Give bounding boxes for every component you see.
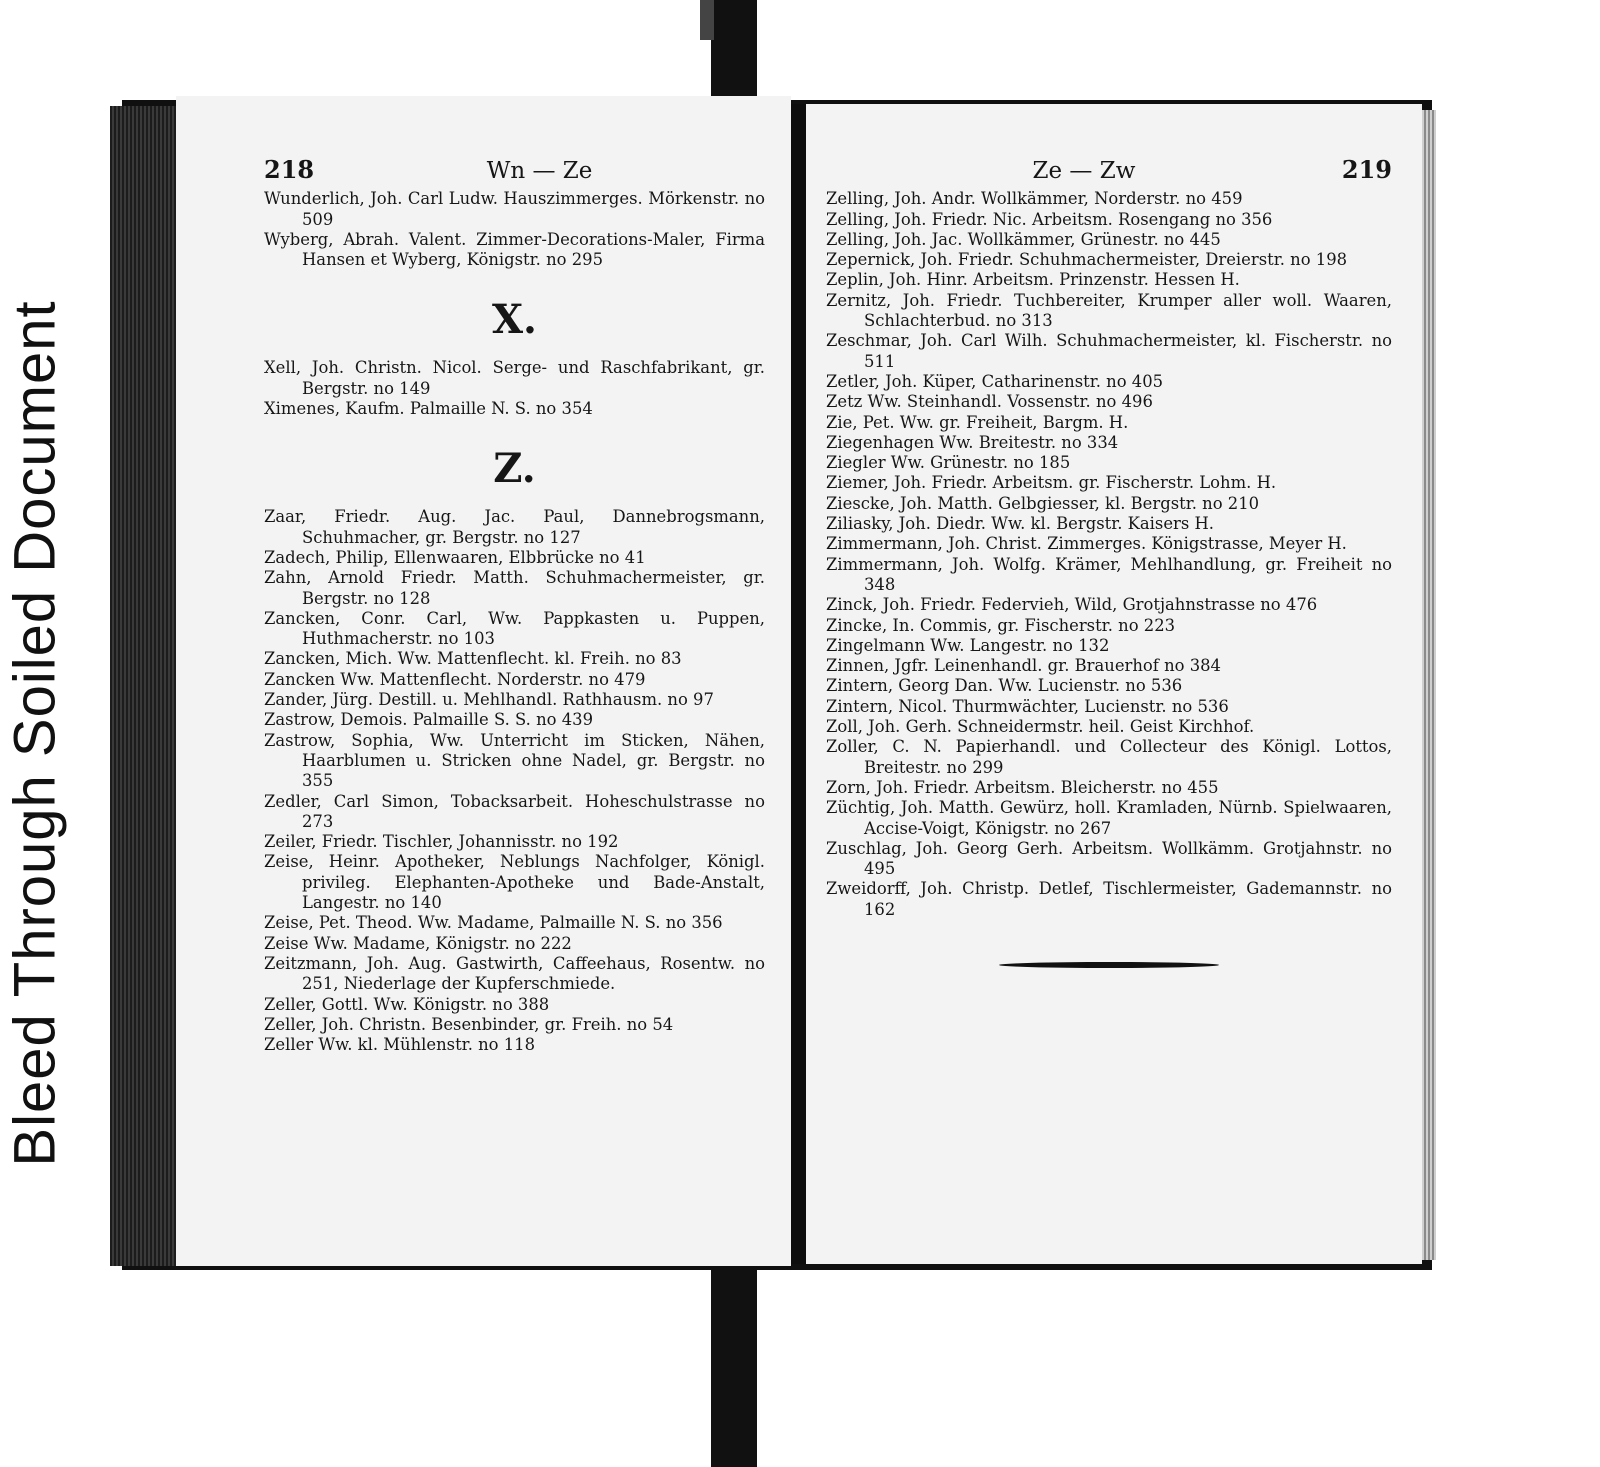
entries-right [826, 189, 1392, 920]
book-spine [791, 104, 806, 1264]
directory-entry: Zeplin, Joh. Hinr. Arbeitsm. Prinzenstr. Hessen H. [826, 270, 1240, 290]
directory-entry: Zeise, Pet. Theod. Ww. Madame, Palmaille N. S. no 356 [264, 913, 723, 933]
directory-entry: Zastrow, Sophia, Ww. Unterricht im Sticken, Nähen, Haarblumen u. Stricken ohne Nadel, gr. Bergstr. no 355 [264, 730, 765, 791]
right-running-head: Ze — Zw [1032, 158, 1136, 184]
end-rule [999, 962, 1219, 968]
directory-entry: Zedler, Carl Simon, Tobacksarbeit. Hoheschulstrasse no 273 [264, 791, 765, 831]
directory-entry: Zeise Ww. Madame, Königstr. no 222 [264, 933, 572, 953]
directory-entry: Ziliasky, Joh. Diedr. Ww. kl. Bergstr. Kaisers H. [826, 514, 1214, 534]
directory-entry: Ziegler Ww. Grünestr. no 185 [826, 453, 1071, 473]
directory-entry: Zelling, Joh. Jac. Wollkämmer, Grünestr. no 445 [826, 229, 1221, 249]
directory-entry: Zeitzmann, Joh. Aug. Gastwirth, Caffeehaus, Rosentw. no 251, Niederlage der Kupferschmiede. [264, 953, 765, 994]
directory-entry: Zelling, Joh. Friedr. Nic. Arbeitsm. Rosengang no 356 [826, 209, 1273, 229]
directory-entry: Zadech, Philip, Ellenwaaren, Elbbrücke no 41 [264, 547, 646, 567]
directory-entry: Ziescke, Joh. Matth. Gelbgiesser, kl. Bergstr. no 210 [826, 493, 1260, 513]
scanner-gutter-tab [700, 0, 714, 40]
directory-entry: Zoller, C. N. Papierhandl. und Collecteur des Königl. Lottos, Breitestr. no 299 [826, 737, 1392, 777]
book-page-edges-right [1422, 110, 1436, 1260]
entries-x [264, 358, 765, 419]
directory-entry: Ziegenhagen Ww. Breitestr. no 334 [826, 432, 1119, 452]
right-page-number: 219 [1341, 155, 1392, 184]
directory-entry: Zincke, In. Commis, gr. Fischerstr. no 223 [826, 615, 1176, 635]
left-page-number: 218 [264, 155, 315, 184]
directory-entry: Zimmermann, Joh. Wolfg. Krämer, Mehlhandlung, gr. Freiheit no 348 [826, 554, 1392, 594]
directory-entry: Züchtig, Joh. Matth. Gewürz, holl. Kramladen, Nürnb. Spielwaaren, Accise-Voigt, Königstr. no 267 [826, 798, 1392, 838]
directory-entry: Zeller, Joh. Christn. Besenbinder, gr. Freih. no 54 [264, 1014, 674, 1034]
directory-entry: Zaar, Friedr. Aug. Jac. Paul, Dannebrogsmann, Schuhmacher, gr. Bergstr. no 127 [264, 507, 765, 547]
section-heading-x: X. [492, 296, 537, 344]
directory-entry: Zuschlag, Joh. Georg Gerh. Arbeitsm. Wollkämm. Grotjahnstr. no 495 [826, 838, 1392, 879]
directory-entry: Zepernick, Joh. Friedr. Schuhmachermeister, Dreierstr. no 198 [826, 250, 1348, 270]
directory-entry: Zorn, Joh. Friedr. Arbeitsm. Bleicherstr. no 455 [826, 777, 1219, 797]
directory-entry: Zimmermann, Joh. Christ. Zimmerges. Königstrasse, Meyer H. [826, 534, 1347, 554]
section-heading-z: Z. [493, 445, 536, 493]
directory-entry: Zahn, Arnold Friedr. Matth. Schuhmachermeister, gr. Bergstr. no 128 [264, 568, 765, 608]
left-page-header [264, 155, 765, 184]
directory-entry: Zander, Jürg. Destill. u. Mehlhandl. Rathhausm. no 97 [264, 690, 714, 710]
directory-entry: Wyberg, Abrah. Valent. Zimmer-Decorations-Maler, Firma Hansen et Wyberg, Königstr. no 295 [264, 229, 765, 270]
entries-z [264, 507, 765, 1055]
directory-entry: Ximenes, Kaufm. Palmaille N. S. no 354 [264, 399, 593, 419]
directory-entry: Zernitz, Joh. Friedr. Tuchbereiter, Krumper aller woll. Waaren, Schlachterbud. no 313 [826, 290, 1392, 331]
side-banner [0, 0, 70, 1467]
directory-entry: Zeise, Heinr. Apotheker, Neblungs Nachfolger, Königl. privileg. Elephanten-Apotheke und Bade-Anstalt, Langestr. no 140 [264, 852, 765, 913]
directory-entry: Xell, Joh. Christn. Nicol. Serge- und Raschfabrikant, gr. Bergstr. no 149 [264, 358, 765, 398]
directory-entry: Zetler, Joh. Küper, Catharinenstr. no 405 [826, 371, 1164, 391]
directory-entry: Zingelmann Ww. Langestr. no 132 [826, 635, 1110, 655]
directory-entry: Zintern, Georg Dan. Ww. Lucienstr. no 536 [826, 676, 1183, 696]
directory-entry: Zoll, Joh. Gerh. Schneidermstr. heil. Geist Kirchhof. [826, 717, 1255, 737]
right-page [806, 104, 1422, 1264]
directory-entry: Zie, Pet. Ww. gr. Freiheit, Bargm. H. [826, 412, 1129, 432]
directory-entry: Zeschmar, Joh. Carl Wilh. Schuhmachermeister, kl. Fischerstr. no 511 [826, 331, 1392, 371]
banner-text: Bleed Through Soiled Document [2, 300, 68, 1167]
directory-entry: Zancken, Conr. Carl, Ww. Pappkasten u. Puppen, Huthmacherstr. no 103 [264, 608, 765, 649]
directory-entry: Zetz Ww. Steinhandl. Vossenstr. no 496 [826, 392, 1153, 412]
book-page-edges-left [110, 106, 176, 1266]
directory-entry: Zinnen, Jgfr. Leinenhandl. gr. Brauerhof no 384 [826, 656, 1221, 676]
directory-entry: Zancken, Mich. Ww. Mattenflecht. kl. Freih. no 83 [264, 649, 682, 669]
directory-entry: Zeiler, Friedr. Tischler, Johannisstr. no 192 [264, 832, 619, 852]
directory-entry: Zintern, Nicol. Thurmwächter, Lucienstr. no 536 [826, 696, 1229, 716]
directory-entry: Wunderlich, Joh. Carl Ludw. Hauszimmerges. Mörkenstr. no 509 [264, 189, 765, 229]
directory-entry: Zeller Ww. kl. Mühlenstr. no 118 [264, 1035, 536, 1055]
directory-entry: Zweidorff, Joh. Christp. Detlef, Tischlermeister, Gademannstr. no 162 [826, 879, 1392, 919]
entries-top [264, 189, 765, 270]
directory-entry: Zastrow, Demois. Palmaille S. S. no 439 [264, 710, 593, 730]
left-page [176, 96, 791, 1266]
directory-entry: Zancken Ww. Mattenflecht. Norderstr. no 479 [264, 669, 646, 689]
directory-entry: Zelling, Joh. Andr. Wollkämmer, Norderstr. no 459 [826, 189, 1243, 209]
right-page-header [826, 155, 1392, 184]
directory-entry: Zinck, Joh. Friedr. Federvieh, Wild, Grotjahnstrasse no 476 [826, 595, 1318, 615]
directory-entry: Ziemer, Joh. Friedr. Arbeitsm. gr. Fischerstr. Lohm. H. [826, 473, 1277, 493]
left-running-head: Wn — Ze [486, 158, 593, 184]
directory-entry: Zeller, Gottl. Ww. Königstr. no 388 [264, 994, 550, 1014]
